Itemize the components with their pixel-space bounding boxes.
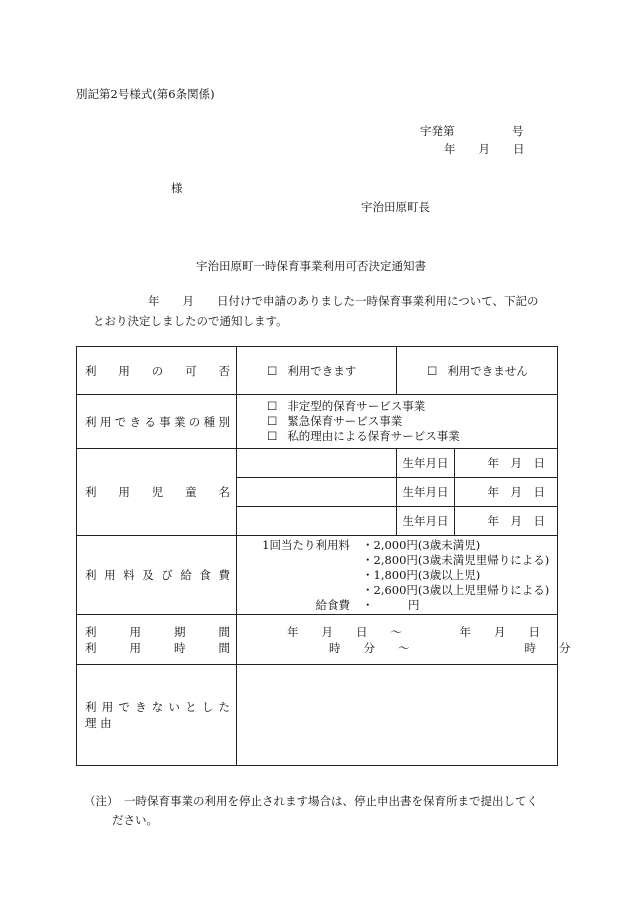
availability-yes[interactable]: ☐ 利用できます — [237, 347, 397, 395]
meal-fee-label: 給食費 — [315, 597, 350, 612]
birth-date-field[interactable]: 年 月 日 — [455, 478, 558, 507]
intro-line-1: 年 月 日付けで申請のありました一時保育事業利用について、下記の — [148, 294, 539, 308]
period-values — [237, 615, 571, 665]
document-number: 宇発第 号 — [420, 124, 524, 138]
child-name-field[interactable] — [237, 507, 397, 536]
child-name-label: 利 用 児 童 名 — [77, 449, 237, 536]
reason-label-line-2: 理 由 — [85, 716, 112, 730]
availability-no[interactable]: ☐ 利用できません — [397, 347, 558, 395]
row-reason — [77, 665, 558, 766]
reason-field[interactable] — [237, 665, 558, 766]
fee-item: ・2,000円(3歳未満児) — [362, 537, 481, 552]
note-prefix: （注） — [84, 794, 119, 808]
per-use-label: 1回当たり利用料 — [262, 537, 350, 552]
checkbox-icon[interactable]: ☐ — [267, 414, 278, 428]
service-option-3[interactable]: ☐ 私的理由による保育サービス事業 — [267, 429, 460, 443]
intro-line-2: とおり決定しましたので通知します。 — [93, 314, 288, 328]
fee-item: ・1,800円(3歳以上児) — [362, 567, 481, 582]
document-title: 宇治田原町一時保育事業利用可否決定通知書 — [196, 259, 426, 273]
decision-table — [76, 346, 571, 766]
document-date: 年 月 日 — [444, 142, 525, 156]
checkbox-icon[interactable]: ☐ — [427, 363, 438, 378]
row-service-type — [77, 395, 558, 449]
fee-item: ・2,800円(3歳未満児里帰りによる) — [362, 552, 550, 567]
checkbox-icon[interactable]: ☐ — [267, 429, 278, 443]
fee-item: ・2,600円(3歳以上児里帰りによる) — [362, 582, 550, 597]
issuer: 宇治田原町長 — [361, 200, 430, 214]
service-option-2[interactable]: ☐ 緊急保育サービス事業 — [267, 414, 403, 428]
checkbox-icon[interactable]: ☐ — [267, 363, 278, 378]
availability-label-text: 利 用 の 可 否 — [85, 363, 230, 378]
period-value[interactable]: 年 月 日 ～ 年 月 日 — [287, 624, 540, 639]
child-name-field[interactable] — [237, 449, 397, 478]
availability-label — [77, 347, 237, 395]
period-label: 利 用 期 間 利 用 時 間 — [77, 615, 237, 665]
reason-label: 利 用 で き な い と し た 理 由 — [77, 665, 237, 766]
birth-date-field[interactable]: 年 月 日 — [455, 507, 558, 536]
fee-label: 利 用 料 及 び 給 食 費 — [77, 536, 237, 615]
note-line-1: 一時保育事業の利用を停止されます場合は、停止申出書を保育所まで提出してく — [124, 794, 538, 808]
row-availability — [77, 347, 558, 395]
row-child-1 — [77, 449, 558, 478]
birth-label: 生年月日 — [397, 507, 455, 536]
birth-label: 生年月日 — [397, 449, 455, 478]
birth-label: 生年月日 — [397, 478, 455, 507]
note-line-2: ださい。 — [112, 813, 158, 827]
service-type-options — [237, 395, 558, 449]
form-reference: 別記第2号様式(第6条関係) — [76, 87, 215, 101]
meal-fee-value[interactable]: ・ 円 — [362, 597, 420, 612]
fee-list — [362, 538, 549, 598]
addressee: 様 — [171, 181, 183, 195]
row-period — [77, 615, 558, 665]
child-name-field[interactable] — [237, 478, 397, 507]
row-fee — [77, 536, 558, 615]
fee-details — [237, 536, 558, 615]
birth-date-field[interactable]: 年 月 日 — [455, 449, 558, 478]
service-option-1[interactable]: ☐ 非定型的保育サービス事業 — [267, 399, 426, 413]
time-value[interactable]: 時 分 ～ 時 分 — [329, 640, 571, 655]
service-type-label: 利 用 で き る 事 業 の 種 別 — [77, 395, 237, 449]
checkbox-icon[interactable]: ☐ — [267, 399, 278, 413]
